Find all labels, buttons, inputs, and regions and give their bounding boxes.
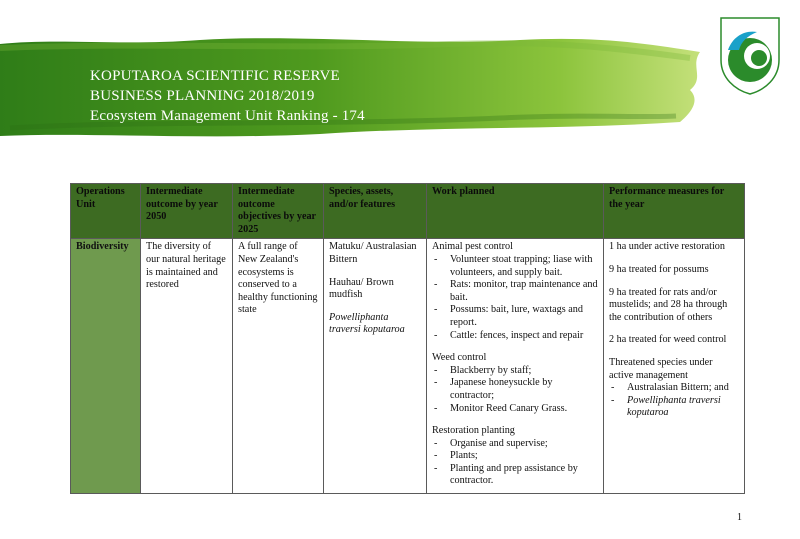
title-line-2: BUSINESS PLANNING 2018/2019 (90, 88, 315, 104)
measure-item: 9 ha treated for possums (609, 263, 709, 275)
list-item: - Rats: monitor, trap maintenance and bait. (432, 279, 598, 304)
list-item: - Plants; (432, 450, 598, 463)
measure-item: 9 ha treated for rats and/or mustelids; and 28 ha through the contribution of others (609, 286, 728, 323)
work-list (432, 365, 598, 415)
work-heading: Weed control (432, 352, 487, 364)
cell-work-planned (427, 239, 604, 494)
col-header-performance: Performance measures for the year (604, 184, 745, 239)
list-item: - Possums: bait, lure, waxtags and report. (432, 304, 598, 329)
table-header-row (71, 184, 745, 239)
business-plan-table (70, 183, 745, 494)
species-item: Matuku/ Australasian Bittern (329, 241, 417, 265)
list-item: - Organise and supervise; (432, 438, 598, 451)
list-item: - Volunteer stoat trapping; liase with volunteers, and supply bait. (432, 254, 598, 279)
list-item: - Monitor Reed Canary Grass. (432, 403, 598, 416)
col-header-species: Species, assets, and/or features (324, 184, 427, 239)
list-item: - Australasian Bittern; and (609, 382, 739, 395)
list-item: - Blackberry by staff; (432, 365, 598, 378)
threatened-list (609, 382, 739, 420)
work-list (432, 438, 598, 488)
col-header-objectives: Intermediate outcome objectives by year 2025 (233, 184, 324, 239)
list-item: - Powelliphanta traversi koputaroa (609, 395, 739, 420)
threatened-intro: Threatened species under active management (609, 356, 713, 381)
work-heading: Animal pest control (432, 241, 513, 253)
list-item: - Cattle: fences, inspect and repair (432, 330, 598, 343)
work-list (432, 254, 598, 342)
title-line-1: KOPUTAROA SCIENTIFIC RESERVE (90, 68, 340, 84)
col-header-outcome: Intermediate outcome by year 2050 (141, 184, 233, 239)
col-header-operations-unit: Operations Unit (71, 184, 141, 239)
cell-outcome: The diversity of our natural heritage is maintained and restored (141, 239, 233, 494)
document-title (90, 66, 365, 126)
measure-item: 1 ha under active restoration (609, 241, 725, 253)
species-item: Hauhau/ Brown mudfish (329, 276, 394, 301)
list-item: - Japanese honeysuckle by contractor; (432, 377, 598, 402)
list-item: - Planting and prep assistance by contractor. (432, 463, 598, 488)
col-header-work-planned: Work planned (427, 184, 604, 239)
measure-item: 2 ha treated for weed control (609, 334, 727, 346)
cell-operations-unit: Biodiversity (71, 239, 141, 494)
table-row (71, 239, 745, 494)
title-line-3: Ecosystem Management Unit Ranking - 174 (90, 108, 365, 124)
work-heading: Restoration planting (432, 425, 515, 437)
species-item: Powelliphanta traversi koputaroa (329, 311, 405, 336)
page-number: 1 (737, 512, 742, 523)
cell-species (324, 239, 427, 494)
cell-performance (604, 239, 745, 494)
doc-logo-icon (717, 16, 783, 96)
cell-objectives: A full range of New Zealand's ecosystems is conserved to a healthy functioning state (233, 239, 324, 494)
